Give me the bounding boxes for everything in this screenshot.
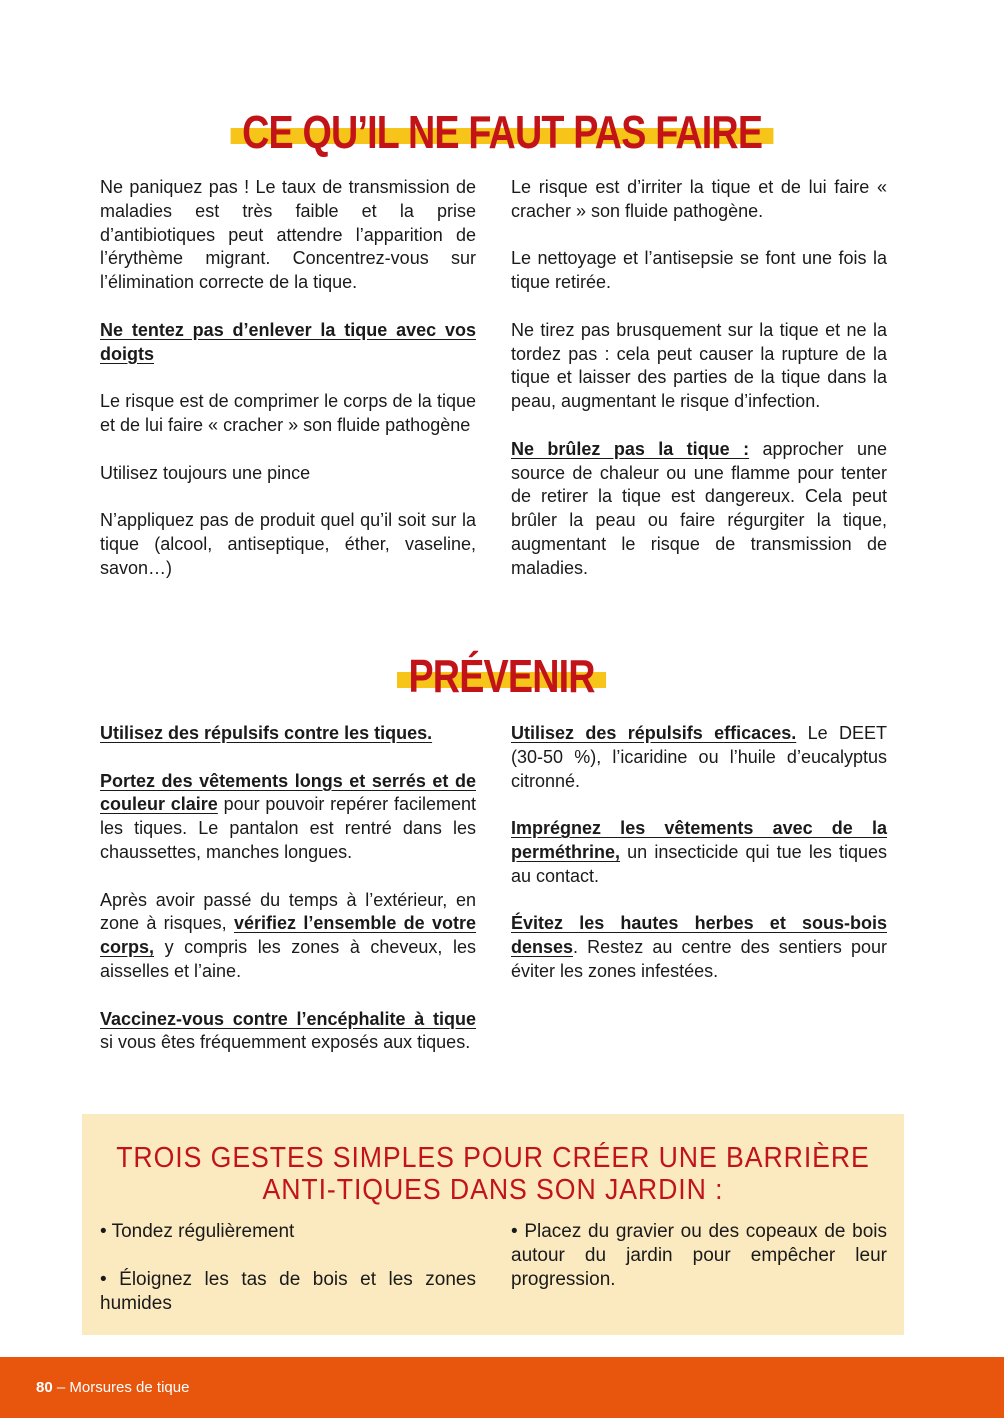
page-number: 80 — [36, 1379, 53, 1396]
garden-tips-left — [100, 1220, 476, 1340]
emphasis-text: Évitez les hautes herbes et sous-bois denses — [511, 913, 887, 958]
emphasis-text: Utilisez des répulsifs efficaces. — [511, 723, 797, 743]
garden-tips-title-line: TROIS GESTES SIMPLES POUR CRÉER UNE BARRIÈRE — [116, 1142, 870, 1174]
paragraph — [100, 889, 476, 984]
paragraph — [511, 817, 887, 888]
dont-column-left — [100, 176, 476, 604]
section-heading-wrapper — [0, 650, 1004, 702]
emphasis-text: vérifiez l’ensemble de votre corps, — [100, 913, 476, 958]
body-text: si vous êtes fréquemment exposés aux tiques. — [100, 1032, 471, 1053]
paragraph: Ne paniquez pas ! Le taux de transmission de maladies est très faible et la prise d’antibiotiques peut attendre l’apparition de l’érythème migrant. Concentrez-vous sur l’élimination correcte de la tique. — [100, 177, 476, 293]
paragraph — [511, 912, 887, 983]
paragraph — [100, 319, 476, 367]
section-heading-wrapper — [0, 106, 1004, 158]
paragraph — [511, 438, 887, 581]
paragraph — [100, 1008, 476, 1056]
footer-separator: – — [52, 1379, 70, 1396]
page-footer — [0, 1357, 1004, 1418]
list-item: • Placez du gravier ou des copeaux de bois autour du jardin pour empêcher leur progression. — [511, 1221, 887, 1290]
body-text: Après avoir passé du temps à l’extérieur, en zone à risques, — [100, 889, 476, 934]
section-title-dont: CE QU’IL NE FAUT PAS FAIRE — [241, 106, 763, 158]
emphasis-text: Portez des vêtements longs et serrés et de couleur claire — [100, 770, 476, 815]
section-title-prevent: PRÉVENIR — [408, 650, 596, 702]
dont-column-right — [511, 176, 887, 604]
emphasis-text: Ne tentez pas d’enlever la tique avec vos doigts — [100, 319, 476, 364]
list-item: • Éloignez les tas de bois et les zones humides — [100, 1269, 476, 1314]
footer-title: Morsures de tique — [69, 1379, 190, 1396]
paragraph: Le nettoyage et l’antisepsie se font une fois la tique retirée. — [511, 248, 887, 293]
body-text: y compris les zones à cheveux, les aisselles et l’aine. — [100, 937, 476, 981]
prevent-column-left — [100, 722, 476, 1079]
paragraph — [100, 770, 476, 865]
emphasis-text: Vaccinez-vous contre l’encéphalite à tique — [100, 1008, 476, 1029]
paragraph: Utilisez toujours une pince — [100, 462, 311, 483]
garden-tips-title-line: ANTI-TIQUES DANS SON JARDIN : — [262, 1174, 724, 1206]
emphasis-text: Imprégnez les vêtements avec de la perméthrine, — [511, 818, 887, 862]
body-text: un insecticide qui tue les tiques au contact. — [511, 841, 887, 886]
body-text: Le DEET (30-50 %), l’icaridine ou l’huile d’eucalyptus citronné. — [511, 723, 888, 791]
paragraph — [100, 722, 476, 746]
emphasis-text: Ne brûlez pas la tique : — [511, 438, 750, 459]
paragraph: Ne tirez pas brusquement sur la tique et ne la tordez pas : cela peut causer la rupture de la tique et laisser des parties de la tique dans la peau, augmentant le risque d’infection. — [511, 319, 887, 412]
paragraph: N’appliquez pas de produit quel qu’il soit sur la tique (alcool, antiseptique, éther, vaseline, savon…) — [100, 510, 476, 578]
prevent-column-right — [511, 722, 887, 1008]
footer-text — [36, 1379, 189, 1396]
garden-tips-title — [115, 1142, 871, 1206]
emphasis-text: Utilisez des répulsifs contre les tiques. — [100, 723, 433, 743]
list-item: • Tondez régulièrement — [100, 1221, 295, 1242]
paragraph: Le risque est de comprimer le corps de la tique et de lui faire « cracher » son fluide pathogène — [100, 391, 476, 435]
body-text: pour pouvoir repérer facilement les tiques. Le pantalon est rentré dans les chaussettes, manches longues. — [100, 794, 476, 862]
garden-tips-box — [82, 1114, 904, 1335]
paragraph: Le risque est d’irriter la tique et de lui faire « cracher » son fluide pathogène. — [511, 177, 887, 221]
garden-tips-right — [511, 1220, 887, 1316]
body-text: approcher une source de chaleur ou une flamme pour tenter de retirer la tique est dangereux. Cela peut brûler la peau ou faire régurgiter la tique, augmentant le risque de transmission de maladies. — [511, 438, 887, 578]
body-text: . Restez au centre des sentiers pour éviter les zones infestées. — [511, 937, 887, 981]
paragraph — [511, 722, 887, 793]
